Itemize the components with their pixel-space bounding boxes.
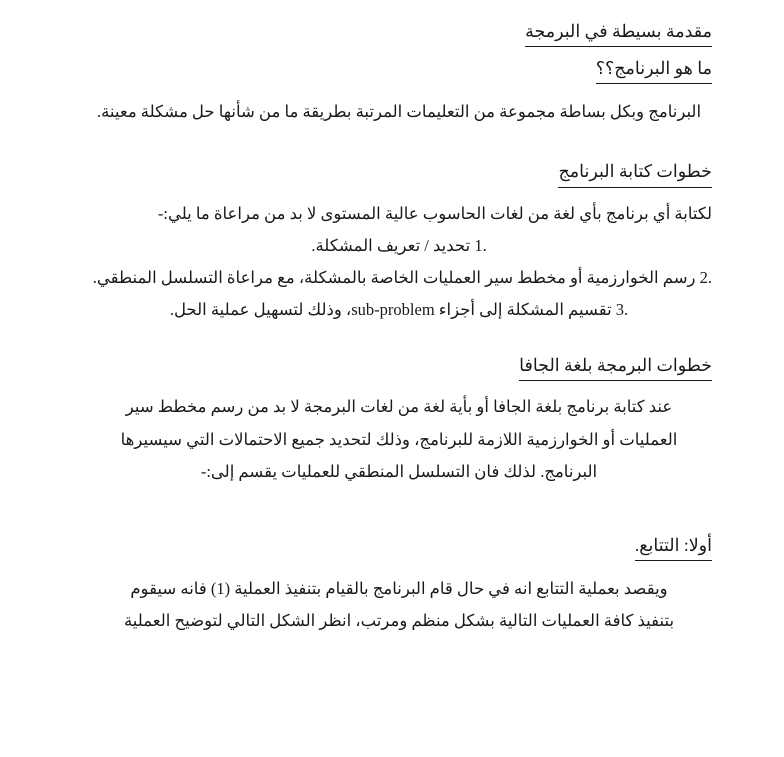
list-item [86,262,712,294]
paragraph-steps-intro: لكتابة أي برنامج بأي لغة من لغات الحاسوب عالية المستوى لا بد من مراعاة ما يلي:- [157,203,712,223]
spacer [86,381,712,391]
list-item-number: 1. [474,235,487,255]
heading-what-is-program [86,55,712,84]
heading-steps-writing-program [86,158,712,187]
spacer [86,326,712,352]
spacer [86,128,712,158]
paragraph-sequence-description-line-2: بتنفيذ كافة العمليات التالية بشكل منظم ومرتب، انظر الشكل التالي لتوضيح العملية [123,611,675,631]
list-item-text: رسم الخوارزمية أو مخطط سير العمليات الخاصة بالمشكلة، مع مراعاة التسلسل المنطقي. [92,267,696,287]
heading-what-is-program-text: ما هو البرنامج؟؟ [596,55,712,84]
heading-steps-java [86,352,712,381]
list-item-text-before: تقسيم المشكلة إلى أجزاء [438,300,612,320]
spacer [86,488,712,532]
list-item-number: 2. [699,267,712,287]
list-item-text: تحديد / تعريف المشكلة. [311,235,471,255]
document-body [86,18,712,637]
list-item-latin-term: sub-problem [351,300,435,320]
page-title-text: مقدمة بسيطة في البرمجة [525,18,712,47]
spacer [86,561,712,573]
paragraph-java-intro-line-2: العمليات أو الخوارزمية اللازمة للبرنامج، وذلك لتحديد جميع الاحتمالات التي سيسيرها [120,429,678,449]
spacer [86,188,712,198]
list-item [86,294,712,326]
list-item [86,230,712,262]
heading-first-sequence-text: أولا: التتابع. [635,532,712,561]
steps-list [86,230,712,327]
list-item-text-after: ، وذلك لتسهيل عملية الحل. [169,300,352,320]
list-item-number: 3. [615,300,629,320]
heading-steps-writing-program-text: خطوات كتابة البرنامج [558,158,712,187]
paragraph-java-intro-line-1: عند كتابة برنامج بلغة الجافا أو بأية لغة من لغات البرمجة لا بد من رسم مخطط سير [125,397,673,417]
page-title [86,18,712,47]
paragraph-sequence-description-line-1: ويقصد بعملية التتابع انه في حال قام البرنامج بالقيام بتنفيذ العملية (1) فانه سيقوم [130,579,668,598]
heading-steps-java-text: خطوات البرمجة بلغة الجافا [519,352,712,381]
spacer [86,84,712,96]
paragraph-java-intro-line-3: البرنامج. لذلك فان التسلسل المنطقي للعمليات يقسم إلى:- [200,461,598,481]
paragraph-program-definition: البرنامج وبكل بساطة مجموعة من التعليمات المرتبة بطريقة ما من شأنها حل مشكلة معينة. [96,102,702,122]
heading-first-sequence [86,532,712,561]
